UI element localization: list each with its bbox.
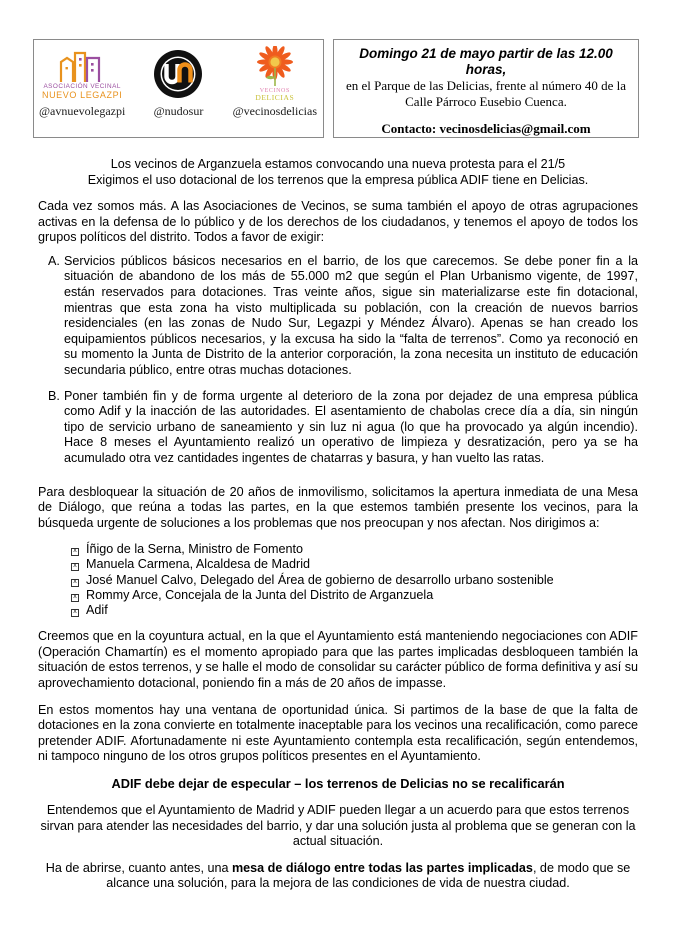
legazpi-title-line2: NUEVO LEGAZPI [41, 89, 123, 100]
checkbox-checked-icon[interactable]: x [71, 548, 79, 556]
handle-avnuevolegazpi: @avnuevolegazpi [38, 104, 126, 118]
entendemos-paragraph: Entendemos que el Ayuntamiento de Madrid y ADIF pueden llegar a un acuerdo para que estos terrenos sirvan para atender las necesidades del barrio, y dar una solución justa al problema que se generan con la actual situación. [40, 803, 636, 849]
delicias-title-line1: VECINOS [259, 87, 290, 94]
list-item [71, 573, 638, 588]
recipient-label: José Manuel Calvo, Delegado del Área de gobierno de desarrollo urbano sostenible [86, 572, 554, 587]
logo-nudo-sur [131, 44, 226, 118]
event-location: en el Parque de las Delicias, frente al número 40 de la Calle Párroco Eusebio Cuenca. [345, 78, 627, 109]
nudo-sur-circular-icon [131, 44, 226, 104]
logo-nuevo-legazpi [35, 44, 130, 118]
event-contact: Contacto: vecinosdelicias@gmail.com [381, 121, 591, 136]
demand-text-a: Servicios públicos básicos necesarios en el barrio, de los que carecemos. Se debe poner fin a la situación de abandono de los más de 55.000 m2 que según el Plan Urbanismo vigente, de 1997, están reservados para dotaciones. Tras veinte años, sigue sin materializarse este fin dotacional, mientras que esta zona ha visto multiplicada su población, con la creación de nuevos barrios residenciales (en las zonas de Nudo Sur, Legazpi y Méndez Álvaro). Apenas se han creado los equipamientos públicos necesarios, y la excusa ha sido la “falta de terrenos”. Como ya reconoció en su momento la Junta de Distrito de la anterior corporación, la zona necesita un instituto de educación secundaria público, entre otras muchas dotaciones. [64, 253, 638, 377]
vecinos-delicias-flower-icon [227, 44, 322, 104]
demands-list [38, 254, 638, 467]
header [33, 39, 639, 138]
intro-paragraph: Cada vez somos más. A las Asociaciones de Vecinos, se suma también el apoyo de otras agrupaciones activas en la defensa de lo público y de los derechos de los ciudadanos, y tenemos el apoyo de todos los grupos políticos del distrito. Todos a favor de exigir: [38, 199, 638, 245]
closing-paragraph [38, 861, 638, 892]
list-item [71, 603, 638, 618]
demand-text-b: Poner también fin y de forma urgente al deterioro de la zona por dejadez de una empresa pública como Adif y la inacción de las autoridades. El asentamiento de chabolas crece día a día, sin ningún tipo de servicio urbano de saneamiento y sin luz ni agua (lo que ha provocado ya algún incendio). Hace 8 meses el Ayuntamiento realizó un operativo de limpieza y desratización, pero ya se ha acumulado otra vez cantidades ingentes de chatarras y basura, y han vuelto las ratas. [64, 388, 638, 465]
closing-bold: mesa de diálogo entre todas las partes implicadas [231, 860, 533, 875]
document-body [38, 157, 638, 892]
recipients-list [38, 542, 638, 618]
checkbox-checked-icon[interactable]: x [71, 563, 79, 571]
flower-glyph [249, 46, 301, 88]
checkbox-checked-icon[interactable]: x [71, 579, 79, 587]
legazpi-title-line1: ASOCIACIÓN VECINAL [43, 82, 121, 90]
logos-box [33, 39, 324, 138]
closing-post: , de modo que se alcance una solución, para la mejora de las condiciones de vida de nuestra ciudad. [106, 860, 631, 891]
list-item [38, 254, 638, 379]
lead-line-2: Exigimos el uso dotacional de los terrenos que la empresa pública ADIF tiene en Delicias. [87, 172, 589, 187]
creemos-paragraph: Creemos que en la coyuntura actual, en la que el Ayuntamiento está manteniendo negociaciones con ADIF (Operación Chamartín) es el momento apropiado para que las partes implicadas desbloqueen también la situación de estos terrenos, y se halle el modo de consolidar su carácter público de forma definitiva y así su aprovechamiento dotacional, poniendo fin a más de 20 años de impasse. [38, 629, 638, 691]
list-item [71, 557, 638, 572]
mesa-dialogo-paragraph: Para desbloquear la situación de 20 años de inmovilismo, solicitamos la apertura inmediata de una Mesa de Diálogo, que reúna a todas las partes, en la que estemos también presente los vecinos, para la búsqueda urgente de soluciones a los problemas que nos preocupan y nos afectan. Nos dirigimos a: [38, 484, 638, 530]
nudosur-glyph [153, 49, 203, 99]
list-item [71, 542, 638, 557]
event-datetime: Domingo 21 de mayo partir de las 12.00 horas, [359, 46, 613, 77]
handle-nudosur: @nudosur [153, 104, 204, 118]
delicias-title-line2: DELICIAS [255, 93, 295, 103]
recipient-label: Manuela Carmena, Alcaldesa de Madrid [86, 557, 311, 572]
buildings-glyph [55, 49, 109, 83]
handle-vecinosdelicias: @vecinosdelicias [232, 104, 317, 118]
demand-marker-b: B. [48, 388, 60, 403]
lead-line-1: Los vecinos de Arganzuela estamos convocando una nueva protesta para el 21/5 [110, 157, 566, 171]
event-info-box [333, 39, 639, 138]
checkbox-checked-icon[interactable]: x [71, 594, 79, 602]
recipient-label: Adif [86, 603, 108, 618]
closing-pre: Ha de abrirse, cuanto antes, una [45, 860, 232, 875]
nuevo-legazpi-buildings-icon [35, 44, 130, 104]
recipient-label: Rommy Arce, Concejala de la Junta del Distrito de Arganzuela [86, 587, 434, 602]
list-item [71, 588, 638, 603]
ventana-paragraph: En estos momentos hay una ventana de oportunidad única. Si partimos de la base de que la falta de dotaciones en la zona convierte en totalmente inaceptable para los vecinos una recalificación, como parece pretender ADIF. Afortunadamente ni este Ayuntamiento contempla esta recalificación, según entendemos, ni tampoco ninguno de los otros grupos políticos presentes en el Ayuntamiento. [38, 702, 638, 764]
demand-marker-a: A. [48, 253, 60, 268]
list-item [38, 389, 638, 467]
checkbox-checked-icon[interactable]: x [71, 609, 79, 617]
recipient-label: Íñigo de la Serna, Ministro de Fomento [86, 542, 304, 557]
headline-no-recalificacion: ADIF debe dejar de especular – los terrenos de Delicias no se recalificarán [111, 776, 565, 792]
logo-vecinos-delicias [227, 44, 322, 118]
